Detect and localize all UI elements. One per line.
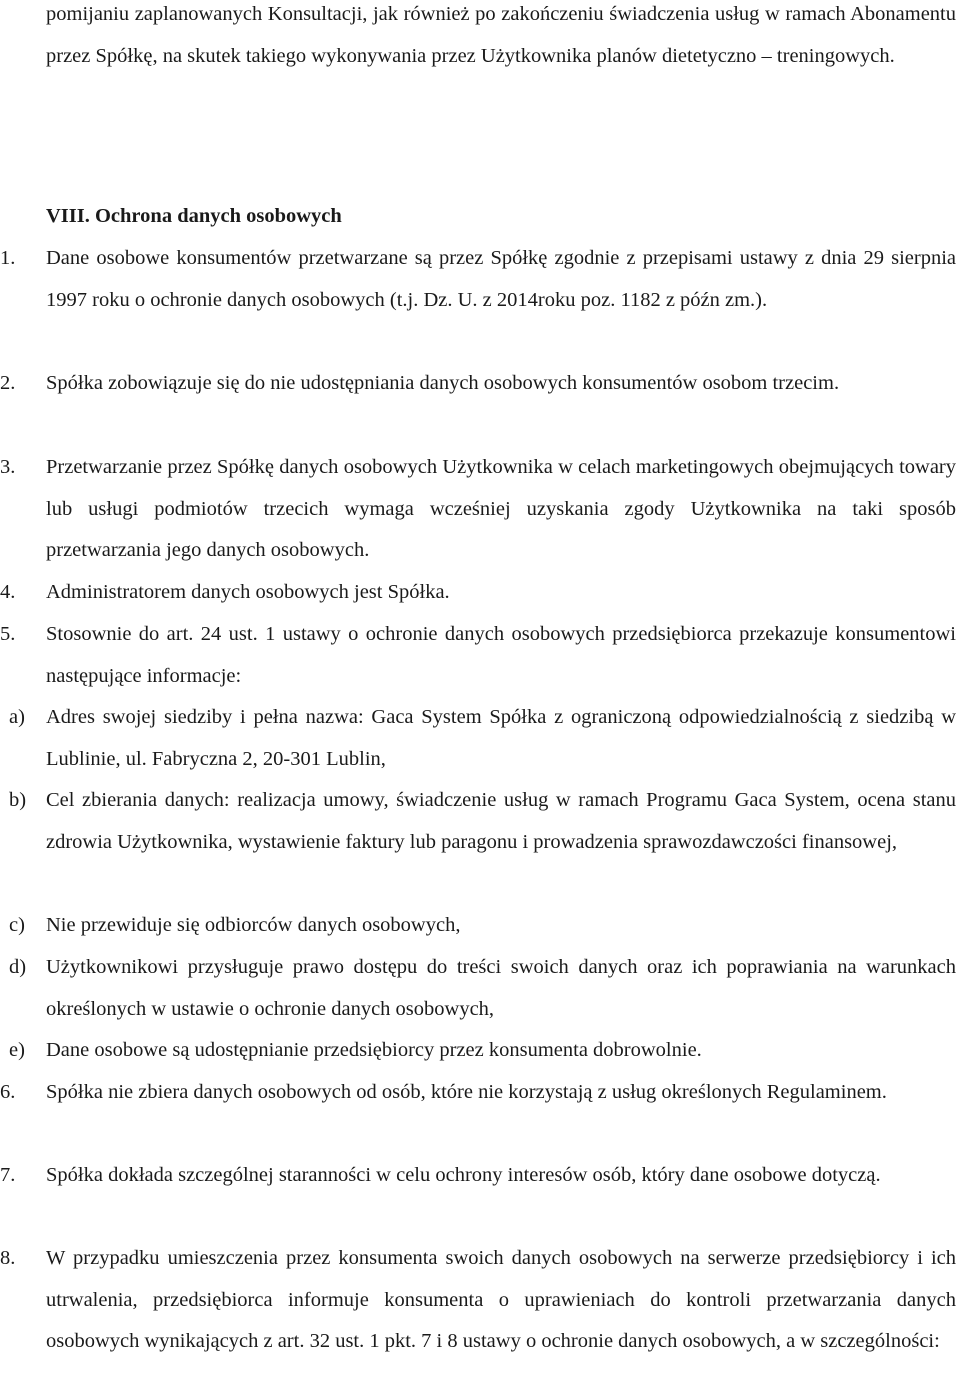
list-item-text: Spółka nie zbiera danych osobowych od osób, które nie korzystają z usług określonych Regulaminem. [46,1081,887,1103]
sub-list-marker: d) [9,956,27,978]
list-marker: 1. [0,247,16,269]
sub-list-item-text: Dane osobowe są udostępnianie przedsiębiorcy przez konsumenta dobrowolnie. [46,1039,702,1061]
list-item-text: Stosownie do art. 24 ust. 1 ustawy o ochronie danych osobowych przedsiębiorca przekazuje konsumentowi następujące informacje: [46,623,956,687]
list-item-text: Spółka zobowiązuje się do nie udostępniania danych osobowych konsumentów osobom trzecim. [46,372,840,394]
list-item [0,1238,956,1363]
sub-list-marker: c) [9,914,25,936]
sub-list-item-text: Adres swojej siedziby i pełna nazwa: Gaca System Spółka z ograniczoną odpowiedzialnością z siedzibą w Lublinie, ul. Fabryczna 2, 20-301 Lublin, [46,706,956,770]
list-marker: 2. [0,372,16,394]
list-item [0,447,956,572]
list-item-text: Spółka dokłada szczególnej staranności w celu ochrony interesów osób, który dane osobowe dotyczą. [46,1164,881,1186]
sub-list-item-text: Nie przewiduje się odbiorców danych osobowych, [46,914,461,936]
list-marker: 8. [0,1247,16,1269]
list-item-text: W przypadku umieszczenia przez konsumenta swoich danych osobowych na serwerze przedsiębiorcy i ich utrwalenia, przedsiębiorca informuje konsumenta o uprawieniach do kontroli przetwarzania danych osobowych wynikających z art. 32 ust. 1 pkt. 7 i 8 ustawy o ochronie danych osobowych, a w szczególności: [46,1247,956,1353]
list-item [0,572,956,614]
list-item [0,238,956,321]
sub-list-item [0,780,956,863]
list-marker: 7. [0,1164,16,1186]
list-item [0,1155,956,1197]
sub-list-item [0,1030,956,1072]
list-marker: 3. [0,456,16,478]
sub-list-item-text: Użytkownikowi przysługuje prawo dostępu do treści swoich danych oraz ich poprawiania na warunkach określonych w ustawie o ochronie danych osobowych, [46,956,956,1020]
list-marker: 5. [0,623,16,645]
intro-paragraph: pomijaniu zaplanowanych Konsultacji, jak również po zakończeniu świadczenia usług w ramach Abonamentu przez Spółkę, na skutek takiego wykonywania przez Użytkownika planów dietetyczno – treningowych. [46,3,956,67]
sub-list-marker: e) [9,1039,25,1061]
list-item [0,1072,956,1114]
sub-list-item [0,697,956,780]
list-item [0,614,956,697]
section-heading: VIII. Ochrona danych osobowych [46,205,342,227]
list-marker: 6. [0,1081,16,1103]
sub-list-item [0,947,956,1030]
list-item [0,363,956,405]
sub-list-marker: a) [9,706,25,728]
list-item-text: Dane osobowe konsumentów przetwarzane są przez Spółkę zgodnie z przepisami ustawy z dnia 29 sierpnia 1997 roku o ochronie danych osobowych (t.j. Dz. U. z 2014roku poz. 1182 z późn zm.). [46,247,956,311]
list-item-text: Administratorem danych osobowych jest Spółka. [46,581,450,603]
sub-list-item-text: Cel zbierania danych: realizacja umowy, świadczenie usług w ramach Programu Gaca System, ocena stanu zdrowia Użytkownika, wystawienie faktury lub paragonu i prowadzenia sprawozdawczości finansowej, [46,789,956,853]
sub-list-marker: b) [9,789,27,811]
sub-list-item [0,905,956,947]
list-item-text: Przetwarzanie przez Spółkę danych osobowych Użytkownika w celach marketingowych obejmujących towary lub usługi podmiotów trzecich wymaga wcześniej uzyskania zgody Użytkownika na taki sposób przetwarzania jego danych osobowych. [46,456,956,562]
list-marker: 4. [0,581,16,603]
